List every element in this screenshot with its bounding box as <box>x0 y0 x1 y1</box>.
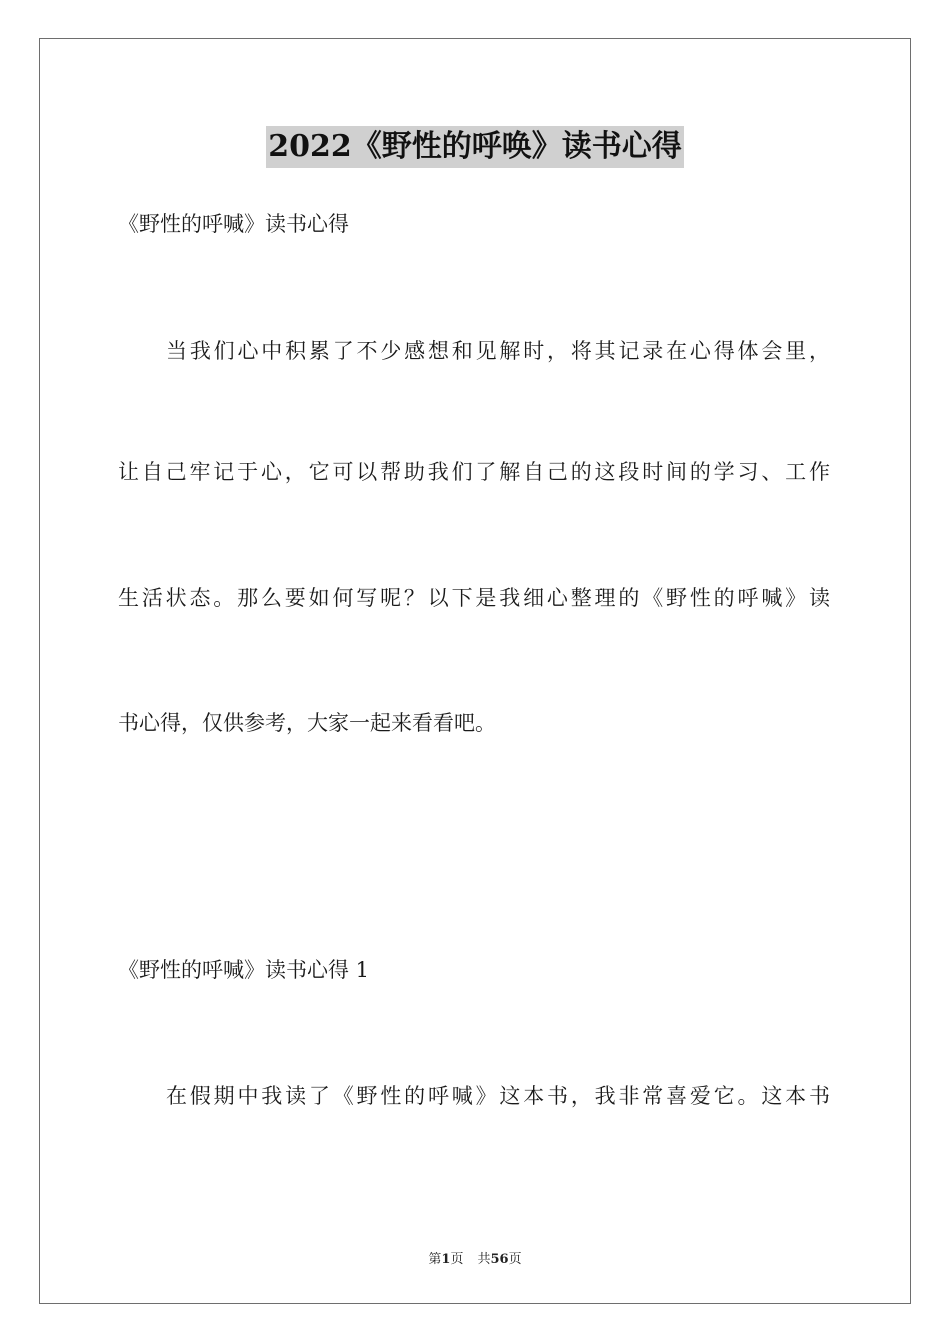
document-title: 2022《野性的呼唤》读书心得 <box>266 126 684 168</box>
intro-line-1: 当我们心中积累了不少感想和见解时，将其记录在心得体会里， <box>166 339 830 363</box>
total-pages: 56 <box>490 1252 509 1267</box>
section-line-1: 在假期中我读了《野性的呼喊》这本书，我非常喜爱它。这本书 <box>166 1084 830 1108</box>
document-subtitle: 《野性的呼喊》读书心得 <box>118 212 349 236</box>
intro-line-3: 生活状态。那么要如何写呢？以下是我细心整理的《野性的呼喊》读 <box>118 586 830 610</box>
intro-line-2: 让自己牢记于心，它可以帮助我们了解自己的这段时间的学习、工作 <box>118 460 830 484</box>
page-prefix: 第 <box>428 1252 442 1267</box>
section-heading: 《野性的呼喊》读书心得 1 <box>118 958 370 982</box>
title-wrap <box>0 126 950 168</box>
page-footer <box>0 1248 950 1267</box>
page-number: 1 <box>441 1252 451 1267</box>
intro-line-4: 书心得，仅供参考，大家一起来看看吧。 <box>118 711 496 735</box>
total-prefix: 共 <box>477 1252 491 1267</box>
total-suffix: 页 <box>508 1252 522 1267</box>
page-suffix: 页 <box>450 1252 464 1267</box>
